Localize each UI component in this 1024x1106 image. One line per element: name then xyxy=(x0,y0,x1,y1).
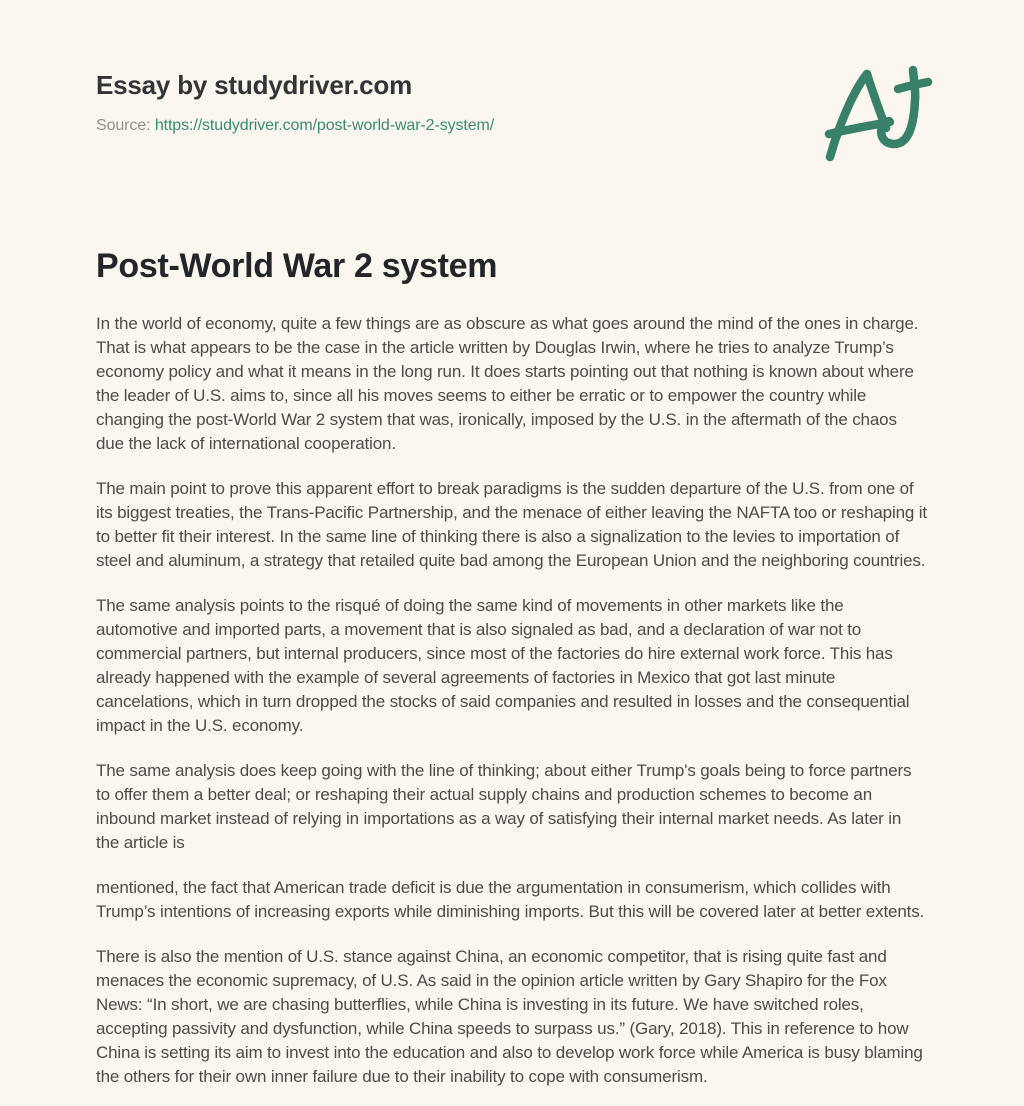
source-url-link[interactable]: https://studydriver.com/post-world-war-2-system/ xyxy=(154,117,495,134)
essay-paragraph: The same analysis points to the risqué of doing the same kind of movements in other markets like the automotive and imported parts, a movement that is also signaled as bad, and a declaration of war not to commercial partners, but internal producers, since most of the factories do hire external work force. This has already happened with the example of several agreements of factories in Mexico that got last minute cancelations, which in turn dropped the stocks of said companies and resulted in losses and the consequential impact in the U.S. economy. xyxy=(96,596,910,735)
essay-body xyxy=(96,312,928,1089)
essay-paragraph: In the world of economy, quite a few things are as obscure as what goes around the mind of the ones in charge. That is what appears to be the case in the article written by Douglas Irwin, where he tries to analyze Trump’s economy policy and what it means in the long run. It does starts pointing out that nothing is known about where the leader of U.S. aims to, since all his moves seems to either be erratic or to empower the country while changing the post-World War 2 system that was, ironically, imposed by the U.S. in the aftermath of the chaos due the lack of international cooperation. xyxy=(96,314,919,453)
essay-paragraph: The main point to prove this apparent effort to break paradigms is the sudden departure of the U.S. from one of its biggest treaties, the Trans-Pacific Partnership, and the menace of either leaving the NAFTA too or reshaping it to better fit their interest. In the same line of thinking there is also a signalization to the levies to importation of steel and aluminum, a strategy that retailed quite bad among the European Union and the neighboring countries. xyxy=(96,479,927,570)
studydriver-a-plus-logo xyxy=(824,62,934,172)
source-label: Source: xyxy=(96,117,151,134)
essay-paragraph: The same analysis does keep going with the line of thinking; about either Trump's goals being to force partners to offer them a better deal; or reshaping their actual supply chains and production schemes to become an inbound market instead of relying in importations as a way of satisfying their internal market needs. As later in the article is xyxy=(96,761,912,852)
page-title: Essay by studydriver.com xyxy=(96,70,413,100)
essay-paragraph: There is also the mention of U.S. stance against China, an economic competitor, that is rising quite fast and menaces the economic supremacy, of U.S. As said in the opinion article written by Gary Shapiro for the Fox News: “In short, we are chasing butterflies, while China is investing in its future. We have switched roles, accepting passivity and dysfunction, while China speeds to surpass us.” (Gary, 2018). This in reference to how China is setting its aim to invest into the education and also to develop work force while America is busy blaming the others for their own inner failure due to their inability to cope with consumerism. xyxy=(96,947,923,1086)
essay-paragraph: mentioned, the fact that American trade deficit is due the argumentation in consumerism, which collides with Trump’s intentions of increasing exports while diminishing imports. But this will be covered later at better extents. xyxy=(96,878,925,921)
essay-title: Post-World War 2 system xyxy=(96,247,498,285)
source-line xyxy=(96,117,928,135)
